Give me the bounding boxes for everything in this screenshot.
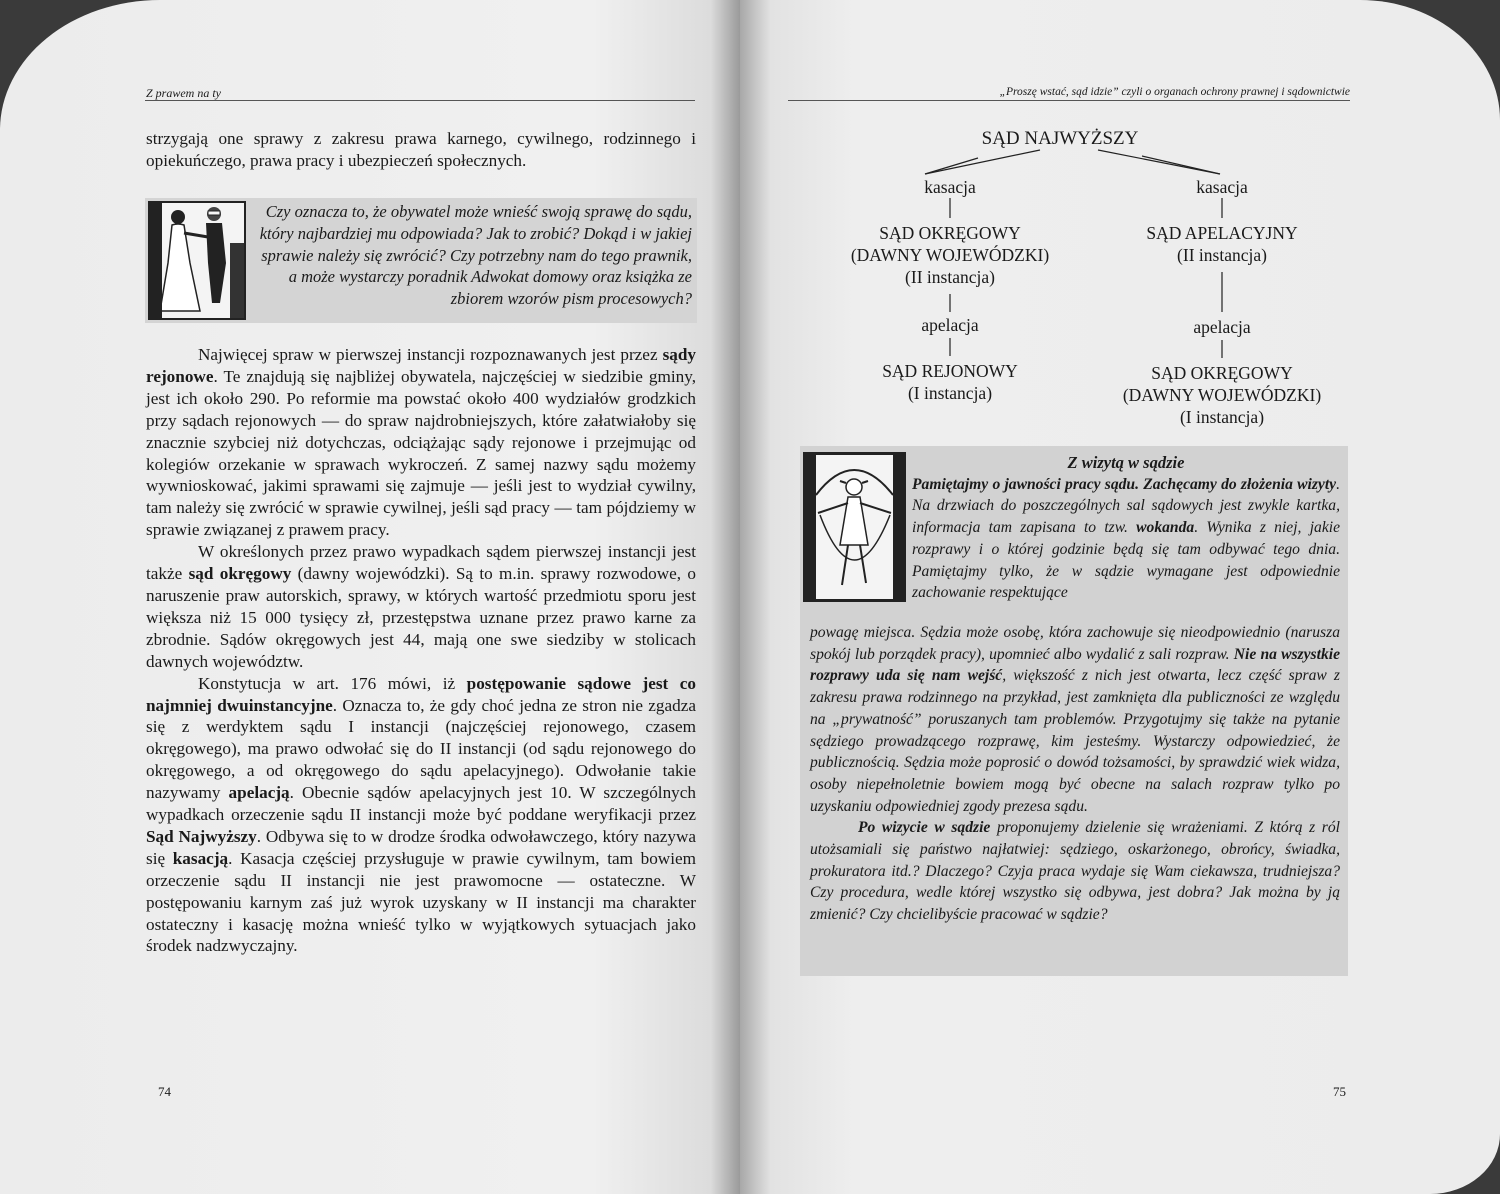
paragraph-sady-rejonowe: Najwięcej spraw w pierwszej instancji rozpoznawanych jest przez sądy rejonowe. Te znajdują się najbliżej obywatela, najczęściej w siedzibie gminy, jest ich około 290. Po reformie ma powstać około 400 wydziałów grodzkich przy sądach rejonowych — do spraw najdrobniejszych, które załatwiałoby się znacznie szybciej niż dotychczas, odciążając sądy rejonowe i przejmując od kolegiów orzekanie w sprawach wykroczeń. Z samej nazwy sądu możemy wywnioskować, jakimi sprawami się zajmuje — jeśli jest to wydział cywilny, tam należy się zwrócić w sprawie cywilnej, jeśli sąd pracy — tam pójdziemy w sprawie związanej z prawem pracy.: [146, 345, 696, 540]
main-text-left: [146, 344, 696, 957]
running-head-left: Z prawem na ty: [146, 86, 221, 100]
right-level2-node: SĄD APELACYJNY (II instancja): [1146, 223, 1298, 265]
visit-box-text-bottom: powagę miejsca. Sędzia może osobę, która zachowuje się nieodpowiednio (narusza spokój lub porządek pracy), upomnieć albo wydalić z sali rozpraw. Nie na wszystkie rozprawy uda się nam wejść, większość z nich jest otwarta, lecz część spraw z zakresu prawa rodzinnego na przykład, jest zamknięta dla publiczności ze względu na „prywatność” poruszanych tam problemów. Przygotujmy się także na pytanie sędziego prowadzącego rozprawę, kim jesteśmy. Wystarczy odpowiedzieć, że publicznością. Sędzia może poprosić o dowód tożsamości, by sprawdzić wiek widza, osoby niepełnoletnie bowiem mogą być obecne na salach rozpraw tylko po uzyskaniu odpowiedniej zgody prezesa sądu. Po wizycie w sądzie proponujemy dzielenie się wrażeniami. Z którą z ról utożsamiali się państwo najłatwiej: sędziego, oskarżonego, obrońcy, świadka, prokuratora itd.? Dlaczego? Czyja praca wydaje się Wam ciekawsza, trudniejsza? Czy procedura, wedle której wszystko się odbywa, jest dobra? Jak można by ją zmienić? Czy chcielibyście pracować w sądzie?: [810, 624, 1340, 924]
girl-illustration: [803, 452, 906, 602]
question-text: Czy oznacza to, że obywatel może wnieść swoją sprawę do sądu, który najbardziej mu odpowiada? Jak to zrobić? Dokąd i w jakiej sprawie należy się zwrócić? Czy potrzebny nam do tego prawnik, a może wystarczy poradnik Adwokat domowy oraz książka ze zbiorem wzorów pism procesowych?: [259, 202, 692, 309]
couple-illustration: [148, 201, 246, 320]
sad-najwyzszy: SĄD NAJWYŻSZY: [981, 128, 1139, 149]
question-box: [145, 198, 697, 323]
right-kasacja-label: kasacja: [1196, 177, 1248, 197]
left-kasacja-label: kasacja: [924, 177, 976, 197]
visit-box: [800, 446, 1348, 976]
right-apelacja-label: apelacja: [1193, 317, 1251, 337]
right-level3-node: SĄD OKRĘGOWY (DAWNY WOJEWÓDZKI) (I instancja): [1122, 363, 1322, 427]
paragraph-sad-okregowy: W określonych przez prawo wypadkach sądem pierwszej instancji jest także sąd okręgowy (dawny wojewódzki). Są to m.in. sprawy rozwodowe, o naruszenie praw autorskich, sprawy, w których wartość przedmiotu sporu jest większa niż 15 000 tysięcy zł, przestępstwa uznane przez prawo karne za zbrodnie. Sądów okręgowych jest 44, mają one swe siedziby w stolicach dawnych województw.: [146, 542, 696, 671]
header-rule-left: [145, 100, 695, 101]
page-number-left: 74: [158, 1084, 171, 1099]
left-page: [0, 0, 740, 1194]
left-apelacja-label: apelacja: [921, 315, 979, 335]
left-level3-node: SĄD REJONOWY (I instancja): [882, 361, 1018, 403]
visit-box-text-top: Z wizytą w sądzie Pamiętajmy o jawności pracy sądu. Zachęcamy do złożenia wizyty. Na drzwiach do poszczególnych sal sądowych jest zwykle kartka, informacja tam zapisana to tzw. wokanda. Wynika z niej, jakie rozprawy i o której godzinie będą się tam odbywać tego dnia. Pamiętajmy tylko, że w sądzie wymagane jest odpowiednie zachowanie respektujące: [912, 453, 1340, 602]
left-level2-node: SĄD OKRĘGOWY (DAWNY WOJEWÓDZKI) (II instancja): [850, 223, 1050, 287]
running-head-right: „Proszę wstać, sąd idzie” czyli o organach ochrony prawnej i sądownictwie: [999, 86, 1350, 98]
page-number-right: 75: [1333, 1084, 1346, 1099]
visit-box-title: Z wizytą w sądzie: [1067, 453, 1185, 472]
intro-paragraph: strzygają one sprawy z zakresu prawa karnego, cywilnego, rodzinnego i opiekuńczego, prawa pracy i ubezpieczeń społecznych.: [146, 129, 696, 170]
paragraph-konstytucja: Konstytucja w art. 176 mówi, iż postępowanie sądowe jest co najmniej dwuinstancyjne. Oznacza to, że gdy choć jedna ze stron nie zgadza się z werdyktem sądu I instancji (najczęściej rejonowego, czasem okręgowego), ma prawo odwołać się do II instancji (od sądu rejonowego do okręgowego, a od okręgowego do sądu apelacyjnego). Odwołanie takie nazywamy apelacją. Obecnie sądów apelacyjnych jest 10. W szczególnych wypadkach orzeczenie sądu II instancji może być poddane weryfikacji przez Sąd Najwyższy. Odbywa się to w drodze środka odwoławczego, który nazywa się kasacją. Kasacja częściej przysługuje w prawie cywilnym, tam bowiem orzeczenie sądu II instancji nie jest prawomocne — ostateczne. W postępowaniu karnym zaś już wyrok uzyskany w II instancji ma charakter ostateczny i kasację można wnieść tylko w wyjątkowych sytuacjach jako środek nadzwyczajny.: [146, 673, 696, 956]
